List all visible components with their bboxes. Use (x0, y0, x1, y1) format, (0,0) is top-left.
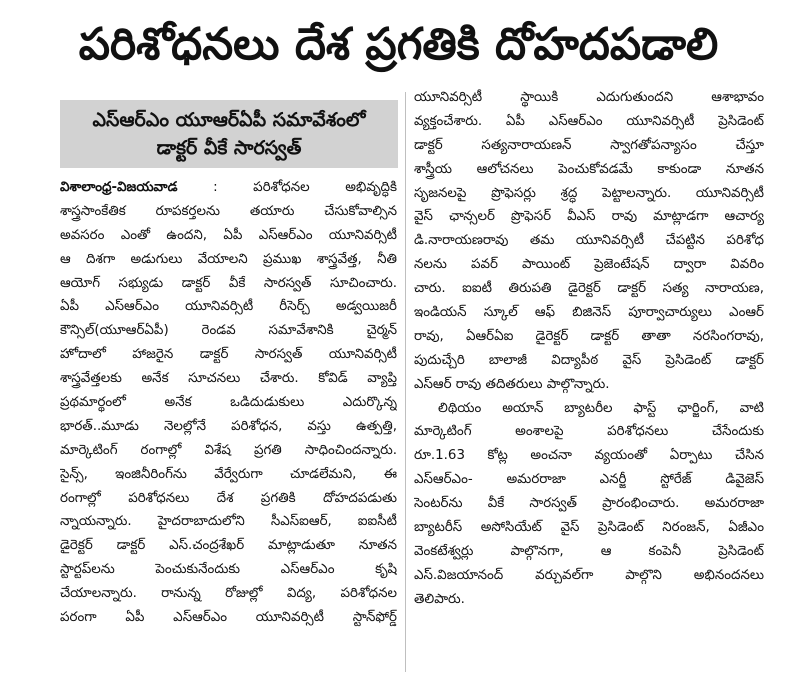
left-column-line: శాస్త్రసాంకేతిక రూపకర్తలను తయారు చేసుకోవాల్సిన (60, 203, 397, 219)
left-column (60, 176, 397, 630)
left-column-line: సైన్స్, ఇంజినీరింగ్‌ను వేర్వేరుగా చూడలేమని, ఈ (60, 466, 397, 482)
right-column-line: చారు. ఐఐటీ తిరుపతి డైరెక్టర్ డాక్టర్ సత్య నారాయణ, (414, 281, 764, 297)
right-column-line: రావు, ఏఆర్ఏఐ డైరెక్టర్ డాక్టర్ తాతా నరసింగరావు, (414, 328, 764, 344)
right-column-line: వెంకటేశ్వర్లు పాల్గొనగా, ఆ కంపెనీ ప్రెసిడెంట్ (414, 543, 764, 559)
right-column-line: ఎస్.విజయానంద్ వర్చువల్‌గా పాల్గొని అభినందనలు (414, 567, 764, 583)
left-column-line: అవసరం ఎంతో ఉందని, ఏపీ ఎస్ఆర్ఎం యూనివర్సిటీ (60, 227, 397, 243)
left-column-line: ఆ దిశగా అడుగులు వేయాలని ప్రముఖ శాస్త్రవేత్త, నీతి (60, 251, 397, 267)
left-line-text: : పరిశోధనల అభివృద్ధికి (213, 180, 397, 195)
left-column-line: ప్రథమార్థంలో అనేక ఒడిదుడుకులు ఎదుర్కొన్న (60, 395, 397, 411)
left-column-line: పరంగా ఏపీ ఎస్ఆర్ఎం యూనివర్సిటీ స్టాన్‌ఫోర్డ్ (60, 610, 397, 626)
left-column-line: రంగాల్లో పరిశోధనలు దేశ ప్రగతికి దోహదపడుతు (60, 490, 397, 506)
right-column-line: నలను పవర్ పాయింట్ ప్రెజెంటేషన్ ద్వారా వివరిం (414, 257, 764, 273)
subhead-line-1: ఎస్ఆర్ఎం యూఆర్ఏపీ సమావేశంలో (92, 109, 366, 131)
right-column-line: తెలిపారు. (414, 591, 465, 607)
right-column-line: బ్యాటరీస్ అసోసియేట్ వైస్ ప్రెసిడెంట్ నిరంజన్, ఏజీఎం (414, 520, 764, 536)
right-column-line: డాక్టర్ సత్యనారాయణన్ స్వాగతోపన్యాసం చేస్తూ (414, 137, 764, 153)
right-column-line: పుదుచ్చేరి బాలాజీ విద్యాపీఠ వైస్ ప్రెసిడెంట్ డాక్టర్ (414, 352, 764, 368)
dateline: విశాలాంధ్ర-విజయవాడ (60, 180, 178, 195)
left-column-line: న్నాయన్నారు. హైదరాబాదులోని సీఎస్ఐఆర్, ఐఐసీటీ (60, 514, 397, 530)
right-column-line: శాస్త్రీయ ఆలోచనలు పెంచుకోవడమే కాకుండా నూతన (414, 161, 764, 177)
right-column-line: లిథియం అయాన్ బ్యాటరీల ఫాస్ట్ ఛార్జింగ్, వాటి (438, 400, 764, 416)
right-column-line: వ్యక్తంచేశారు. ఏపీ ఎస్ఆర్ఎం యూనివర్సిటీ ప్రెసిడెంట్ (414, 113, 764, 129)
right-column-line: యూనివర్సిటీ స్థాయికి ఎదుగుతుందని ఆశాభావం (414, 90, 764, 105)
right-column-line: మార్కెటింగ్ అంశాలపై పరిశోధనలు చేసేందుకు (414, 424, 764, 440)
left-column-line: హోదాలో హాజరైన డాక్టర్ సారస్వత్ యూనివర్సిటీ (60, 347, 397, 363)
left-column-line: కౌన్సిల్(యూఆర్ఏపీ) రెండవ సమావేశానికి చైర్మన్ (60, 323, 397, 339)
left-column-line: శాస్త్రవేత్తలకు అనేక సూచనలు చేశారు. కోవిడ్ వ్యాప్తి (60, 371, 397, 387)
subhead-box (60, 100, 398, 168)
left-column-line: ఏపీ ఎస్ఆర్ఎం యూనివర్సిటీ రీసెర్చ్ అడ్వయిజరీ (60, 299, 397, 315)
headline: పరిశోధనలు దేశ ప్రగతికి దోహదపడాలి (78, 19, 719, 70)
right-column-line: ఇండియన్ స్కూల్ ఆఫ్ బిజినెస్ పూర్వాచార్యులు ఎంఆర్ (414, 305, 764, 321)
right-column (414, 86, 764, 612)
subhead-line-2: డాక్టర్ వీకే సారస్వత్ (156, 137, 302, 159)
left-column-line: స్టార్టప్‌లను పెంచుకునేందుకు ఎస్ఆర్ఎం కృషి (60, 562, 397, 578)
left-column-line: ఆయోగ్ సభ్యుడు డాక్టర్ వీకే సారస్వత్ సూచించారు. (60, 275, 397, 291)
right-column-line: వైస్ ఛాన్సలర్ ప్రొఫెసర్ వీఎస్ రావు మాట్లాడగా ఆచార్య (414, 209, 764, 225)
left-column-line-1 (60, 176, 397, 200)
left-column-line: మార్కెటింగ్ రంగాల్లో విశేష ప్రగతి సాధించిందన్నారు. (60, 442, 397, 458)
right-column-line: రూ.1.63 కోట్ల అంచనా వ్యయంతో ఏర్పాటు చేసిన (414, 448, 764, 464)
left-column-line: చేయాలన్నారు. రానున్న రోజుల్లో విద్య, పరిశోధనల (60, 586, 397, 602)
right-column-line: సెంటర్‌ను వీకే సారస్వత్ ప్రారంభించారు. అమరరాజా (414, 496, 764, 512)
left-column-line: భారత్..మూడు నెలల్లోనే పరిశోధన, వస్తు ఉత్పత్తి, (60, 418, 397, 434)
right-column-line: సృజనలపై ప్రొఫెసర్లు శ్రద్ధ పెట్టాలన్నారు. యూనివర్సిటీ (414, 185, 764, 201)
right-column-line: ఎస్ఆర్ఎం- అమరరాజా ఎనర్జీ స్టోరేజ్ డివైజెస్ (414, 472, 764, 488)
column-divider (405, 92, 406, 672)
right-column-line: ఎస్ఆర్ రావు తదితరులు పాల్గొన్నారు. (414, 376, 610, 392)
left-column-line: డైరెక్టర్ డాక్టర్ ఎస్.చంద్రశేఖర్ మాట్లాడుతూ నూతన (60, 538, 397, 554)
right-column-line: డి.నారాయణరావు తమ యూనివర్సిటీ చేపట్టిన పరిశోధ (414, 233, 764, 249)
